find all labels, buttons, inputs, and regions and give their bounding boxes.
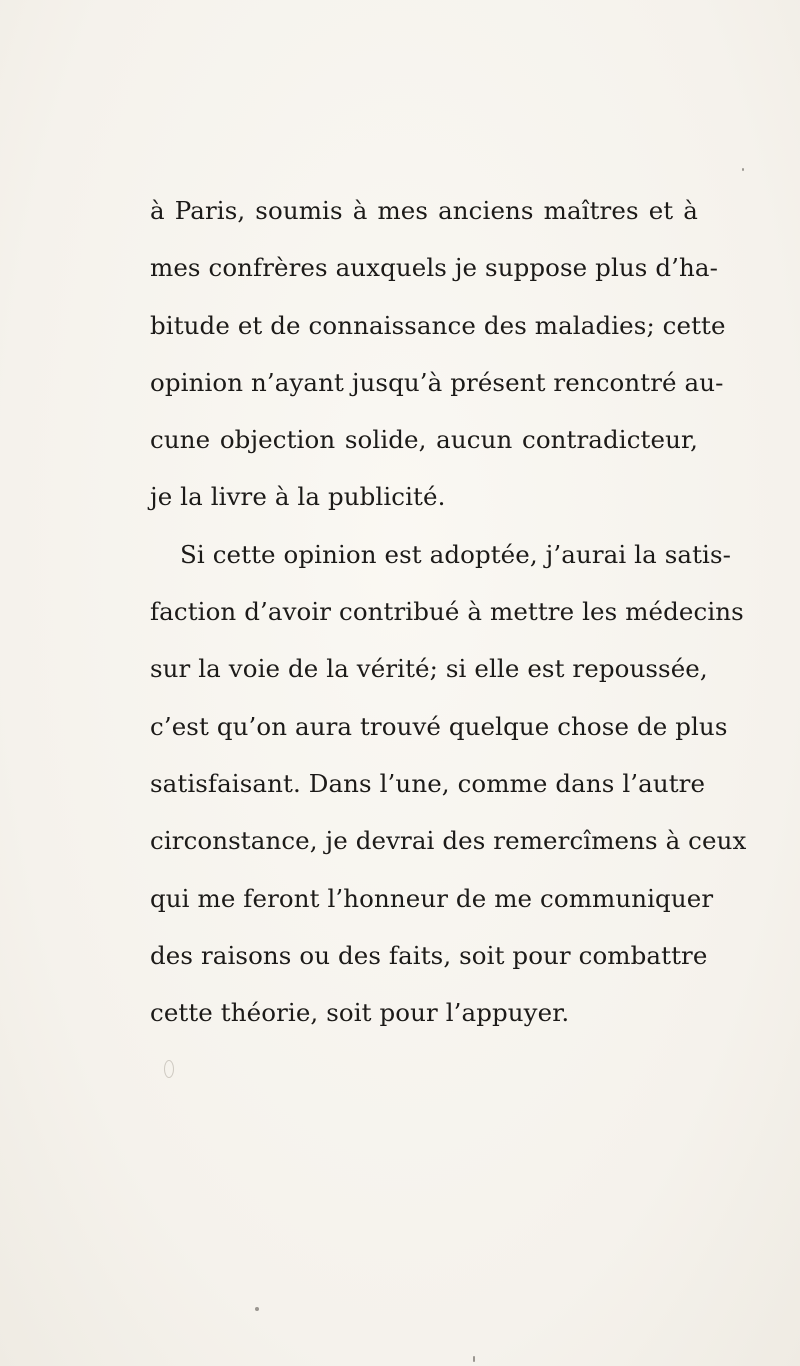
paper-speck [473,1356,475,1362]
text-line: sur la voie de la vérité; si elle est repoussée, [150,654,708,684]
text-line: mes confrères auxquels je suppose plus d’ha- [150,253,718,283]
text-line: circonstance, je devrai des remercîmens à ceux [150,826,747,856]
paper-speck [255,1307,259,1311]
text-line: satisfaisant. Dans l’une, comme dans l’autre [150,768,706,798]
text-line: opinion n’ayant jusqu’à présent rencontré au- [150,367,724,397]
text-line: faction d’avoir contribué à mettre les médecins [150,597,744,627]
text-line: Si cette opinion est adoptée, j’aurai la satis- [180,539,732,569]
text-line: bitude et de connaissance des maladies; cette [150,310,726,340]
paper-speck [164,1060,174,1078]
text-line: cette théorie, soit pour l’appuyer. [150,998,570,1028]
text-line: c’est qu’on aura trouvé quelque chose de plus [150,711,728,741]
text-line: cune objection solide, aucun contradicteur, [150,425,698,455]
text-line: des raisons ou des faits, soit pour combattre [150,940,708,970]
text-line: à Paris, soumis à mes anciens maîtres et à [150,196,698,225]
text-line: je la livre à la publicité. [150,482,446,512]
text-line: qui me feront l’honneur de me communiquer [150,883,714,913]
paper-speck [742,168,744,171]
body-text [150,182,747,1041]
